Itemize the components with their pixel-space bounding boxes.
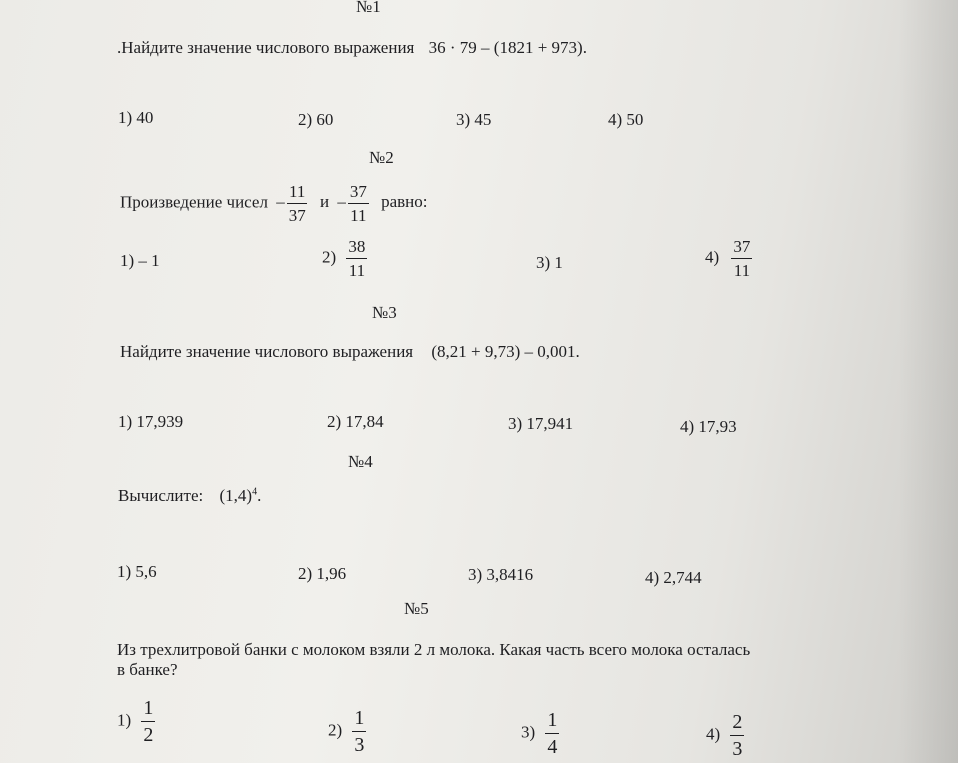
fraction-denominator: 37 <box>288 206 306 225</box>
problem-1-option-4: 4) 50 <box>608 110 644 129</box>
problem-5-option-4 <box>706 712 746 759</box>
problem-5-option-2 <box>328 708 368 755</box>
fraction-denominator: 3 <box>354 734 365 756</box>
problem-4-number: №4 <box>348 452 373 471</box>
option-fraction <box>352 708 366 755</box>
fraction-denominator: 11 <box>350 206 367 225</box>
problem-4-option-3: 3) 3,8416 <box>468 565 534 584</box>
fraction-numerator: 37 <box>348 183 369 204</box>
problem-4-base: (1,4) <box>219 486 253 505</box>
page-shadow <box>898 0 958 763</box>
problem-4-option-2: 2) 1,96 <box>298 564 347 583</box>
option-fraction <box>730 712 744 759</box>
problem-2-minus-1: – <box>276 192 285 212</box>
fraction-denominator: 3 <box>732 738 743 760</box>
fraction-numerator: 1 <box>141 698 155 722</box>
problem-2-tail: равно: <box>381 192 428 212</box>
problem-3-number: №3 <box>372 303 397 322</box>
problem-3-expression: (8,21 + 9,73) – 0,001. <box>431 342 580 361</box>
problem-1-expression: 36 · 79 – (1821 + 973). <box>428 38 587 57</box>
problem-4-exponent: 4 <box>252 486 258 498</box>
fraction-numerator: 2 <box>730 712 744 736</box>
option-prefix: 4) <box>706 724 721 744</box>
problem-1-number: №1 <box>356 0 381 16</box>
fraction-numerator: 1 <box>545 710 559 734</box>
problem-3-option-4: 4) 17,93 <box>680 417 737 436</box>
problem-2-option-2 <box>322 238 369 279</box>
problem-2-text: Произведение чисел <box>120 192 268 212</box>
problem-4-text: Вычислите: <box>118 486 204 505</box>
problem-2-number: №2 <box>369 148 394 167</box>
fraction-numerator: 1 <box>352 708 366 732</box>
problem-4-question <box>118 486 261 506</box>
problem-2-option-3: 3) 1 <box>536 253 563 272</box>
problem-4-option-1: 1) 5,6 <box>117 562 157 581</box>
problem-3-option-1: 1) 17,939 <box>118 412 184 431</box>
problem-5-number: №5 <box>404 599 429 618</box>
problem-2-and: и <box>319 192 330 212</box>
problem-1-option-2: 2) 60 <box>298 110 334 129</box>
problem-1-question <box>117 38 587 58</box>
problem-2-option-4 <box>705 238 754 279</box>
option-prefix: 2) <box>322 247 337 267</box>
option-fraction <box>346 238 367 279</box>
problem-2-fraction-1 <box>287 183 308 224</box>
problem-1-option-1: 1) 40 <box>118 108 154 127</box>
option-prefix: 2) <box>328 720 343 740</box>
problem-5-line-1: Из трехлитровой банки с молоком взяли 2 л молока. Какая часть всего молока осталась <box>117 640 751 659</box>
problem-1-text: .Найдите значение числового выражения <box>117 38 415 57</box>
problem-3-option-2: 2) 17,84 <box>327 412 384 431</box>
problem-4-option-4: 4) 2,744 <box>645 568 702 587</box>
problem-5-option-3 <box>521 710 561 757</box>
problem-1-option-3: 3) 45 <box>456 110 492 129</box>
problem-5-line-2: в банке? <box>117 660 178 679</box>
option-fraction <box>141 698 155 745</box>
fraction-denominator: 11 <box>348 261 366 280</box>
option-prefix: 1) <box>117 710 132 730</box>
fraction-numerator: 11 <box>287 183 307 204</box>
problem-5-question <box>117 640 750 680</box>
problem-4-dot: . <box>257 486 262 505</box>
fraction-numerator: 37 <box>731 238 752 259</box>
option-fraction <box>545 710 559 757</box>
fraction-numerator: 38 <box>346 238 367 259</box>
option-prefix: 3) <box>521 722 536 742</box>
problem-2-question <box>120 183 427 224</box>
problem-2-option-1: 1) – 1 <box>120 251 160 270</box>
problem-2-minus-2: – <box>337 192 346 212</box>
problem-3-text: Найдите значение числового выражения <box>120 342 414 361</box>
problem-3-option-3: 3) 17,941 <box>508 414 574 433</box>
problem-2-fraction-2 <box>348 183 369 224</box>
fraction-denominator: 11 <box>733 261 751 280</box>
problem-3-question <box>120 342 580 362</box>
option-prefix: 4) <box>705 247 720 267</box>
fraction-denominator: 4 <box>547 736 558 758</box>
problem-5-option-1 <box>117 698 157 745</box>
option-fraction <box>731 238 752 279</box>
fraction-denominator: 2 <box>143 724 154 746</box>
